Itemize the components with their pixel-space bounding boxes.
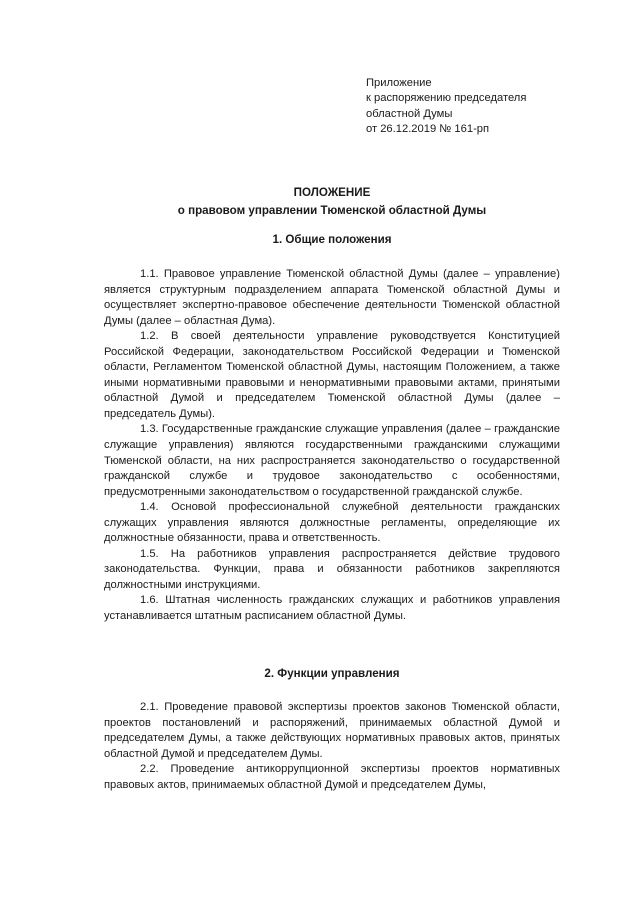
paragraph: 1.4. Основой профессиональной служебной деятельности гражданских служащих управления являются должностные регламенты, определяющие их должностные обязанности, права и ответственность. bbox=[104, 501, 560, 545]
paragraph: 1.5. На работников управления распространяется действие трудового законодательства. Функции, права и обязанности работников закрепляются должностными инструкциями. bbox=[104, 547, 560, 591]
document-title bbox=[0, 184, 640, 219]
paragraph: 1.2. В своей деятельности управление руководствуется Конституцией Российской Федерации, законодательством Российской Федерации и Тюменской области, Регламентом Тюменской областной Думы, настоящим Положением, а также иными нормативными правовыми и ненормативными правовыми актами, принятыми областной Думой и председателем Тюменской областной Думы (далее – председатель Думы). bbox=[104, 330, 560, 420]
paragraph: 2.1. Проведение правовой экспертизы проектов законов Тюменской области, проектов постановлений и распоряжений, принимаемых областной Думой и председателем Думы, а также действующих нормативных правовых актов, принятых областной Думой и председателем Думы. bbox=[104, 701, 560, 760]
appendix-line: Приложение bbox=[366, 77, 432, 89]
section-body-2 bbox=[104, 700, 560, 793]
paragraph: 1.3. Государственные гражданские служащие управления (далее – гражданские служащие управления) являются государственными гражданскими служащими Тюменской области, на них распространяется законодательство о государственной гражданской службе и трудовое законодательство с особенностями, предусмотренными законодательством о государственной гражданской службе. bbox=[104, 423, 560, 498]
appendix-block bbox=[366, 76, 606, 138]
paragraph: 1.6. Штатная численность гражданских служащих и работников управления устанавливается штатным расписанием областной Думы. bbox=[104, 594, 560, 623]
section-heading-1: 1. Общие положения bbox=[272, 233, 392, 246]
section-heading-2: 2. Функции управления bbox=[264, 667, 400, 680]
appendix-line: областной Думы bbox=[366, 107, 453, 120]
document-heading: ПОЛОЖЕНИЕ bbox=[293, 186, 371, 199]
appendix-line: от 26.12.2019 № 161-рп bbox=[366, 123, 490, 136]
document-subheading: о правовом управлении Тюменской областной Думы bbox=[177, 203, 487, 217]
appendix-line: к распоряжению председателя bbox=[366, 92, 527, 105]
paragraph: 2.2. Проведение антикоррупционной экспертизы проектов нормативных правовых актов, принимаемых областной Думой и председателем Думы, bbox=[104, 763, 560, 791]
paragraph: 1.1. Правовое управление Тюменской областной Думы (далее – управление) является структурным подразделением аппарата Тюменской областной Думы и осуществляет экспертно-правовое обеспечение деятельности Тюменской областной Думы (далее – областная Дума). bbox=[104, 268, 560, 327]
section-body-1 bbox=[104, 267, 560, 625]
